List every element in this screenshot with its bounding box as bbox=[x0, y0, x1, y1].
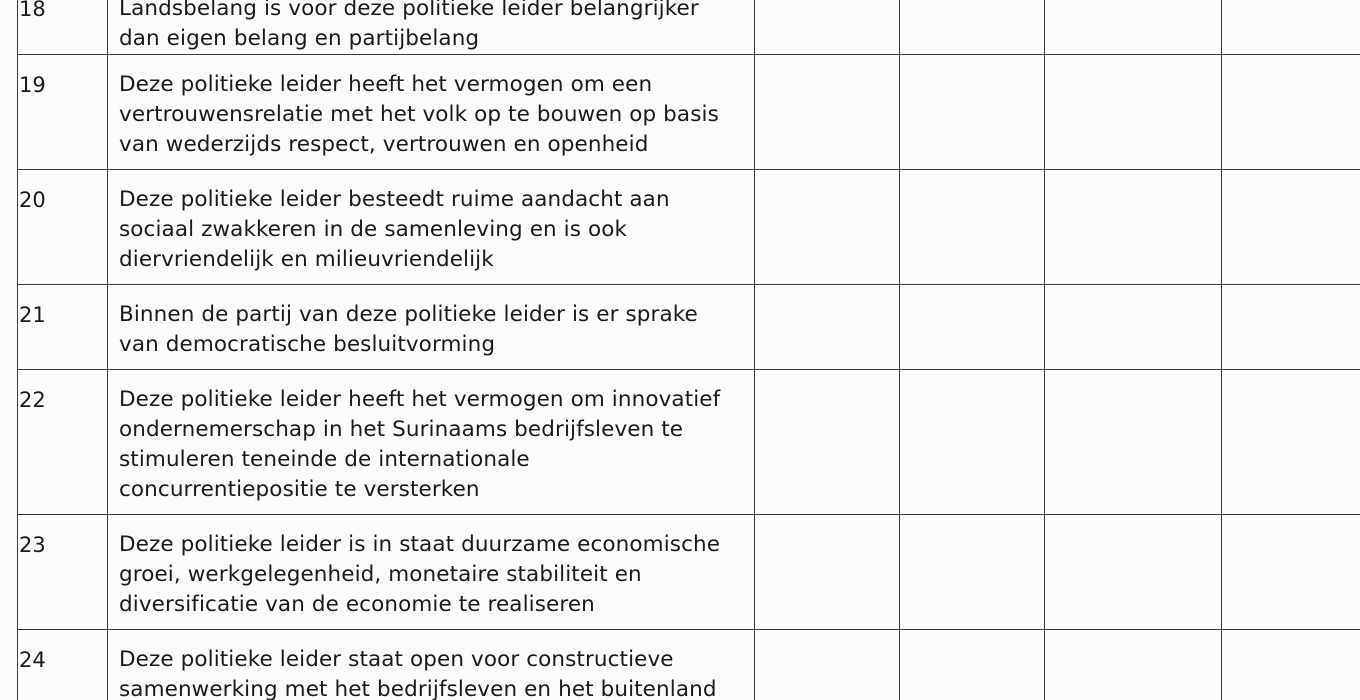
rating-cell[interactable] bbox=[1045, 55, 1222, 170]
rating-cell[interactable] bbox=[1045, 515, 1222, 630]
row-number: 21 bbox=[18, 285, 108, 370]
rating-cell[interactable] bbox=[900, 285, 1045, 370]
row-number: 23 bbox=[18, 515, 108, 630]
table-row bbox=[18, 515, 1360, 630]
table-row bbox=[18, 285, 1360, 370]
rating-cell[interactable] bbox=[900, 55, 1045, 170]
rating-cell[interactable] bbox=[755, 515, 900, 630]
rating-cell[interactable] bbox=[900, 630, 1045, 700]
table-row bbox=[18, 55, 1360, 170]
rating-cell[interactable] bbox=[900, 515, 1045, 630]
rating-cell[interactable] bbox=[755, 170, 900, 285]
rating-cell[interactable] bbox=[755, 630, 900, 700]
rating-cell[interactable] bbox=[1222, 630, 1360, 700]
table-row bbox=[18, 630, 1360, 700]
row-number: 19 bbox=[18, 55, 108, 170]
statement-text: Deze politieke leider besteedt ruime aandacht aan sociaal zwakkeren in de samenleving en is ook diervriendelijk en milieuvriendelijk bbox=[108, 170, 755, 285]
statement-text: Landsbelang is voor deze politieke leider belangrijker dan eigen belang en partijbelang bbox=[108, 0, 755, 55]
statement-text: Deze politieke leider is in staat duurzame economische groei, werkgelegenheid, monetaire stabiliteit en diversificatie van de economie te realiseren bbox=[108, 515, 755, 630]
rating-cell[interactable] bbox=[900, 370, 1045, 515]
statement-text: Deze politieke leider heeft het vermogen om een vertrouwensrelatie met het volk op te bouwen op basis van wederzijds respect, vertrouwen en openheid bbox=[108, 55, 755, 170]
row-number: 24 bbox=[18, 630, 108, 700]
rating-cell[interactable] bbox=[900, 0, 1045, 55]
rating-cell[interactable] bbox=[1222, 285, 1360, 370]
rating-cell[interactable] bbox=[755, 55, 900, 170]
rating-cell[interactable] bbox=[900, 170, 1045, 285]
rating-cell[interactable] bbox=[1045, 0, 1222, 55]
rating-cell[interactable] bbox=[1222, 170, 1360, 285]
rating-cell[interactable] bbox=[755, 370, 900, 515]
table-row bbox=[18, 170, 1360, 285]
rating-cell[interactable] bbox=[1222, 515, 1360, 630]
rating-cell[interactable] bbox=[755, 285, 900, 370]
rating-cell[interactable] bbox=[1045, 630, 1222, 700]
table-row bbox=[18, 0, 1360, 55]
rating-cell[interactable] bbox=[1045, 370, 1222, 515]
statement-rating-table bbox=[17, 0, 1360, 700]
rating-cell[interactable] bbox=[755, 0, 900, 55]
rating-cell[interactable] bbox=[1045, 285, 1222, 370]
rating-cell[interactable] bbox=[1222, 55, 1360, 170]
rating-cell[interactable] bbox=[1222, 0, 1360, 55]
rating-cell[interactable] bbox=[1045, 170, 1222, 285]
row-number: 18 bbox=[18, 0, 108, 55]
table-row bbox=[18, 370, 1360, 515]
row-number: 20 bbox=[18, 170, 108, 285]
statement-text: Deze politieke leider heeft het vermogen om innovatief ondernemerschap in het Surinaams bedrijfsleven te stimuleren teneinde de internationale concurrentiepositie te versterken bbox=[108, 370, 755, 515]
statement-text: Deze politieke leider staat open voor constructieve samenwerking met het bedrijfsleven en het buitenland bbox=[108, 630, 755, 700]
rating-cell[interactable] bbox=[1222, 370, 1360, 515]
row-number: 22 bbox=[18, 370, 108, 515]
statement-text: Binnen de partij van deze politieke leider is er sprake van democratische besluitvorming bbox=[108, 285, 755, 370]
